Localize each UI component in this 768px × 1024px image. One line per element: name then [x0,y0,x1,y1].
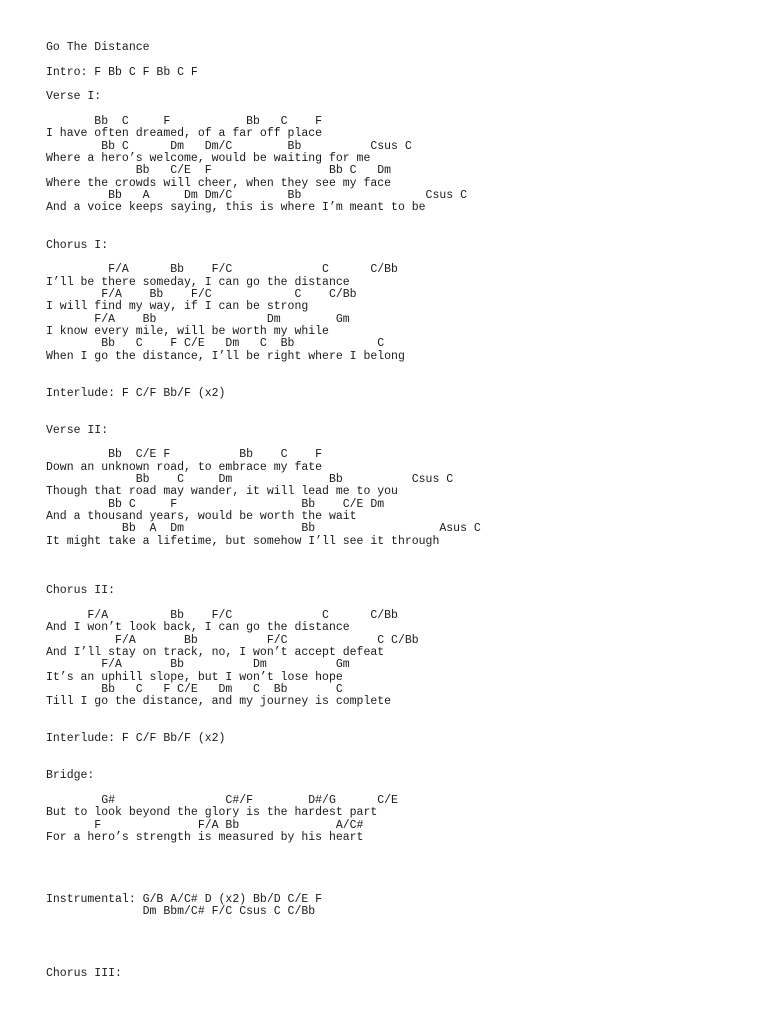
lyric-line: I have often dreamed, of a far off place [46,127,323,141]
interlude-line: Interlude: F C/F Bb/F (x2) [46,732,226,746]
lyric-line: I will find my way, if I can be strong [46,300,309,314]
chord-line: Bb C F Bb C F [46,115,323,129]
lyric-line: Till I go the distance, and my journey is complete [46,695,392,709]
intro-line: Intro: F Bb C F Bb C F [46,65,198,79]
blank-line [46,881,746,893]
blank-line [46,363,746,375]
blank-line [46,955,746,967]
lyric-line: For a hero’s strength is measured by his heart [46,831,364,844]
section-heading-chorus-2: Chorus II: [46,584,116,598]
blank-line [46,412,746,424]
lyric-line: It might take a lifetime, but somehow I’ll see it through [46,534,440,548]
lyric-line: But to look beyond the glory is the hardest part [46,806,378,820]
chord-line: Bb C/E F Bb C F [46,448,323,462]
lyric-line: When I go the distance, I’ll be right where I belong [46,349,405,363]
blank-line [46,560,746,572]
blank-line [46,79,746,91]
blank-line [46,597,746,609]
blank-line [46,54,746,66]
chord-line: F/A Bb F/C C C/Bb [46,287,357,301]
song-title: Go The Distance [46,41,150,54]
section-heading-chorus-1: Chorus I: [46,238,109,252]
blank-line [46,918,746,930]
chord-line: F/A Bb F/C C C/Bb [46,263,398,277]
section-heading-verse-2: Verse II: [46,423,109,437]
lyric-line: And a thousand years, would be worth the wait [46,510,357,524]
instrumental-line: Instrumental: G/B A/C# D (x2) Bb/D C/E F [46,892,323,906]
chord-line: Bb A Dm Bb Asus C [46,522,481,536]
chord-line: Bb C F C/E Dm C Bb C [46,682,343,696]
chord-line: G# C#/F D#/G C/E [46,793,398,807]
blank-line [46,869,746,881]
lyric-line: And I’ll stay on track, no, I won’t accept defeat [46,645,385,659]
lyric-line: And I won’t look back, I can go the distance [46,621,350,635]
section-heading-bridge: Bridge: [46,769,95,783]
blank-line [46,746,746,758]
blank-line [46,857,746,869]
blank-line [46,573,746,585]
instrumental-line: Dm Bbm/C# F/C Csus C C/Bb [46,905,316,919]
section-heading-chorus-3: Chorus III: [46,966,122,980]
lyric-line: It’s an uphill slope, but I won’t lose hope [46,670,343,684]
blank-line [46,375,746,387]
chord-line: Bb C Dm Bb Csus C [46,473,454,487]
interlude-line: Interlude: F C/F Bb/F (x2) [46,386,226,400]
blank-line [46,844,746,856]
chord-line: Bb C F C/E Dm C Bb C [46,337,385,351]
section-heading-verse-1: Verse I: [46,90,102,104]
blank-line [46,215,746,227]
lyric-line: Where a hero’s welcome, would be waiting for me [46,152,371,166]
blank-line [46,943,746,955]
chord-line: Bb C/E F Bb C Dm [46,164,392,178]
chord-line: F F/A Bb A/C# [46,818,364,832]
chord-line: Bb C Dm Dm/C Bb Csus C [46,139,412,153]
blank-line [46,758,746,770]
chord-line: F/A Bb F/C C C/Bb [46,633,419,647]
chord-sheet [46,42,746,980]
blank-line [46,400,746,412]
lyric-line: Where the crowds will cheer, when they see my face [46,176,392,190]
blank-line [46,709,746,721]
blank-line [46,931,746,943]
chord-line: F/A Bb Dm Gm [46,658,350,672]
lyric-line: Though that road may wander, it will lead me to you [46,485,398,499]
blank-line [46,227,746,239]
blank-line [46,548,746,560]
chord-line: Bb A Dm Dm/C Bb Csus C [46,189,467,203]
chord-line: F/A Bb F/C C C/Bb [46,608,398,622]
lyric-line: And a voice keeps saying, this is where I’m meant to be [46,201,426,215]
lyric-line: I know every mile, will be worth my while [46,324,329,338]
lyric-line: I’ll be there someday, I can go the distance [46,275,350,289]
lyric-line: Down an unknown road, to embrace my fate [46,460,323,474]
chord-line: F/A Bb Dm Gm [46,312,350,326]
chord-line: Bb C F Bb C/E Dm [46,497,385,511]
